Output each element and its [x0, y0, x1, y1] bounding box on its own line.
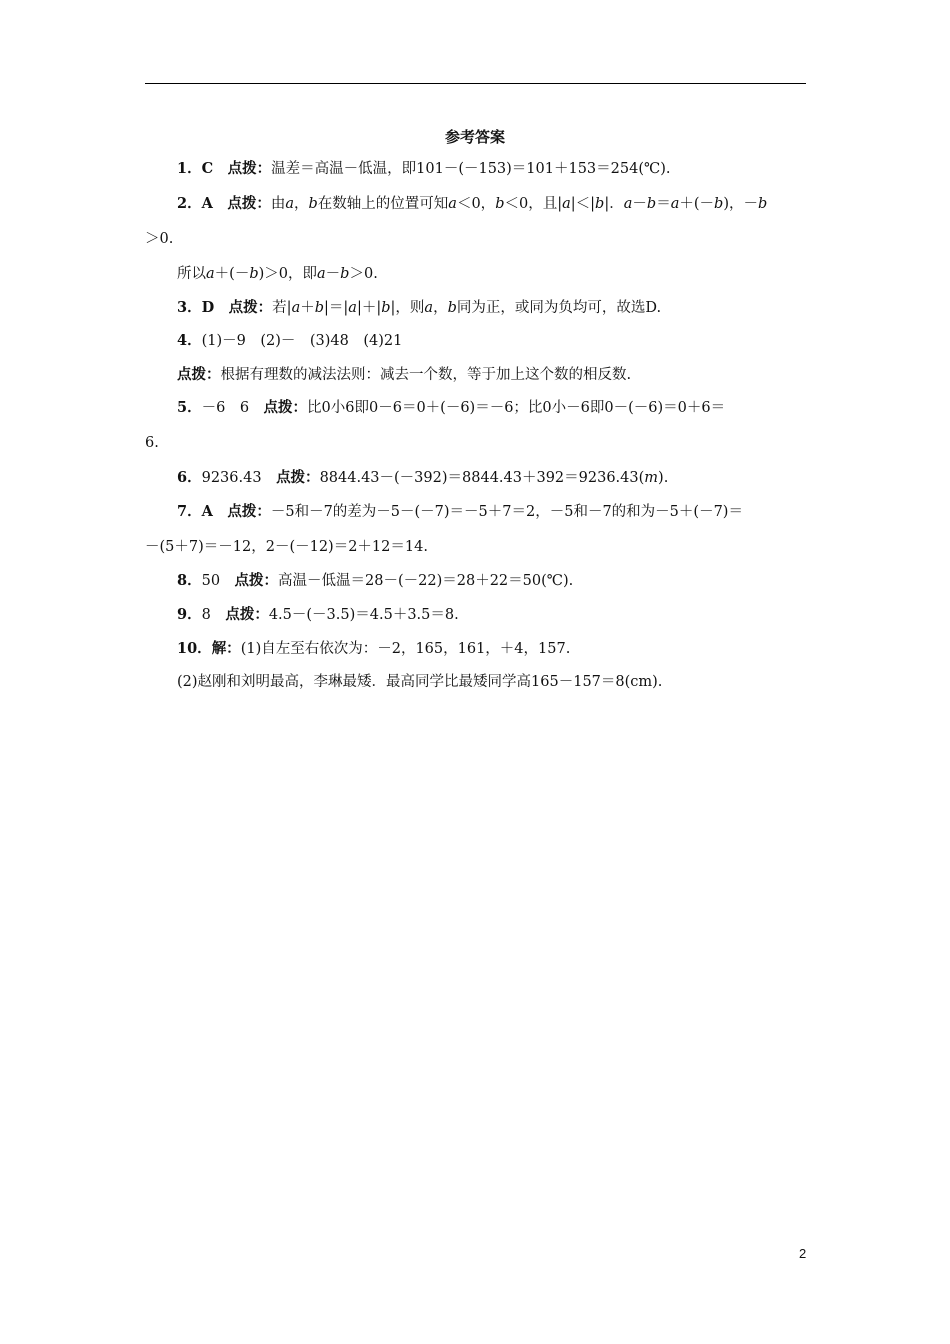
answer-number: 9． [177, 606, 202, 623]
answer-4 [177, 330, 402, 352]
variable: b [340, 266, 350, 282]
answer-number: 6． [177, 469, 202, 486]
answer-10 [177, 638, 570, 660]
answer-text: 4.5－(－3.5)＝4.5＋3.5＝8. [268, 607, 459, 623]
answer-text: －5和－7的差为－5－(－7)＝－5＋7＝2，－5和－7的和为－5＋(－7)＝ [270, 504, 743, 520]
answer-10-part-2 [177, 671, 662, 693]
variable: a [285, 196, 294, 212]
answer-text: (1)自左至右依次为：－2，165，161，＋4，157. [240, 641, 571, 657]
variable: a [448, 196, 457, 212]
variable: b [595, 196, 605, 212]
answer-text: ＋ [300, 300, 315, 316]
variable: a [623, 196, 633, 212]
answer-text: 根据有理数的减法法则：减去一个数，等于加上这个数的相反数. [220, 367, 632, 383]
answer-6 [177, 467, 668, 489]
variable: a [424, 300, 434, 316]
answer-text: (1)－9 (2)－ (3)48 (4)21 [201, 333, 403, 349]
answer-7 [177, 501, 743, 523]
answer-1 [177, 158, 670, 180]
variable: a [670, 196, 680, 212]
unit: m [644, 470, 659, 486]
answer-text: 同为正，或同为负均可，故选D. [456, 300, 662, 316]
hint-label: 点拨： [227, 160, 272, 177]
variable: b [447, 300, 457, 316]
answer-text: － [325, 266, 341, 282]
variable: b [249, 266, 259, 282]
variable: a [206, 266, 215, 282]
variable: a [291, 300, 301, 316]
answer-text: |＋| [356, 300, 382, 316]
answer-5 [177, 397, 725, 419]
answer-number: 4． [177, 332, 202, 349]
variable: b [495, 196, 505, 212]
answer-4-hint [177, 364, 631, 386]
answer-text: ＜0，且| [504, 196, 563, 212]
answer-value: 8 [201, 607, 211, 623]
variable: b [714, 196, 724, 212]
answer-text: 在数轴上的位置可知 [317, 196, 449, 212]
page-number: 2 [799, 1246, 807, 1261]
hint-label: 点拨： [177, 366, 221, 383]
answer-number: 3．D [177, 299, 215, 316]
answer-number: 10． [177, 640, 212, 657]
answer-3 [177, 297, 661, 319]
header-rule [145, 83, 806, 84]
answer-text: ， [433, 300, 448, 316]
hint-label: 点拨： [227, 195, 271, 212]
answer-text: ＜0， [456, 196, 496, 212]
answer-text: 温差＝高温－低温，即101－(－153)＝101＋153＝254(℃). [271, 161, 671, 177]
answer-text: ， [294, 196, 309, 212]
answer-text: |＝| [324, 300, 349, 316]
answer-text: (2)赵刚和刘明最高，李琳最矮．最高同学比最矮同学高165－157＝8(cm). [177, 674, 663, 690]
answer-text: ＋(－ [679, 196, 715, 212]
answer-number: 7．A [177, 503, 213, 520]
hint-label: 点拨： [276, 469, 320, 486]
answer-number: 8． [177, 572, 202, 589]
answer-text: |＜| [570, 196, 596, 212]
hint-label: 点拨： [234, 572, 279, 589]
hint-label: 点拨： [228, 299, 273, 316]
answer-text: 由 [270, 196, 286, 212]
answer-text: ＞0. [145, 231, 174, 247]
variable: a [317, 266, 326, 282]
answer-9 [177, 604, 459, 626]
answer-text: |． [604, 196, 624, 212]
answer-text: 6. [145, 435, 159, 451]
answer-text: |，则 [390, 300, 425, 316]
variable: b [308, 196, 318, 212]
answer-2-continuation [145, 228, 173, 250]
answer-text: ＝ [656, 196, 671, 212]
answer-text: 比0小6即0－6＝0＋(－6)＝－6；比0小－6即0－(－6)＝0＋6＝ [307, 400, 726, 416]
answer-text: ＞0. [349, 266, 378, 282]
hint-label: 点拨： [227, 503, 271, 520]
variable: b [381, 300, 391, 316]
answer-2 [177, 193, 767, 215]
answer-number: 2．A [177, 195, 213, 212]
hint-label: 点拨： [263, 399, 308, 416]
answer-number: 5． [177, 399, 202, 416]
answer-text: －(5＋7)＝－12，2－(－12)＝2＋12＝14. [145, 539, 428, 555]
answer-text: 高温－低温＝28－(－22)＝28＋22＝50(℃). [278, 573, 574, 589]
answer-value: －6 6 [201, 400, 250, 416]
answer-text: － [632, 196, 647, 212]
answer-5-continuation [145, 432, 159, 454]
variable: a [562, 196, 571, 212]
variable: b [757, 196, 768, 212]
answer-text: ). [658, 470, 669, 486]
hint-label: 点拨： [225, 606, 269, 623]
page-title: 参考答案 [444, 128, 505, 146]
answer-text: )，－ [723, 196, 758, 212]
variable: b [314, 300, 325, 316]
answer-text: )＞0，即 [258, 266, 318, 282]
variable: b [646, 196, 657, 212]
answer-value: 50 [201, 573, 221, 589]
answer-text: 所以 [177, 266, 206, 282]
answer-2-conclusion [177, 263, 378, 285]
answer-number: 1．C [177, 160, 214, 177]
answer-8 [177, 570, 573, 592]
answer-text: 8844.43－(－392)＝8844.43＋392＝9236.43( [319, 470, 645, 486]
answer-text: ＋(－ [214, 266, 250, 282]
answer-7-continuation [145, 536, 428, 558]
variable: a [348, 300, 357, 316]
answer-value: 9236.43 [201, 470, 262, 486]
answer-text: 若| [272, 300, 292, 316]
solution-label: 解： [211, 640, 241, 657]
